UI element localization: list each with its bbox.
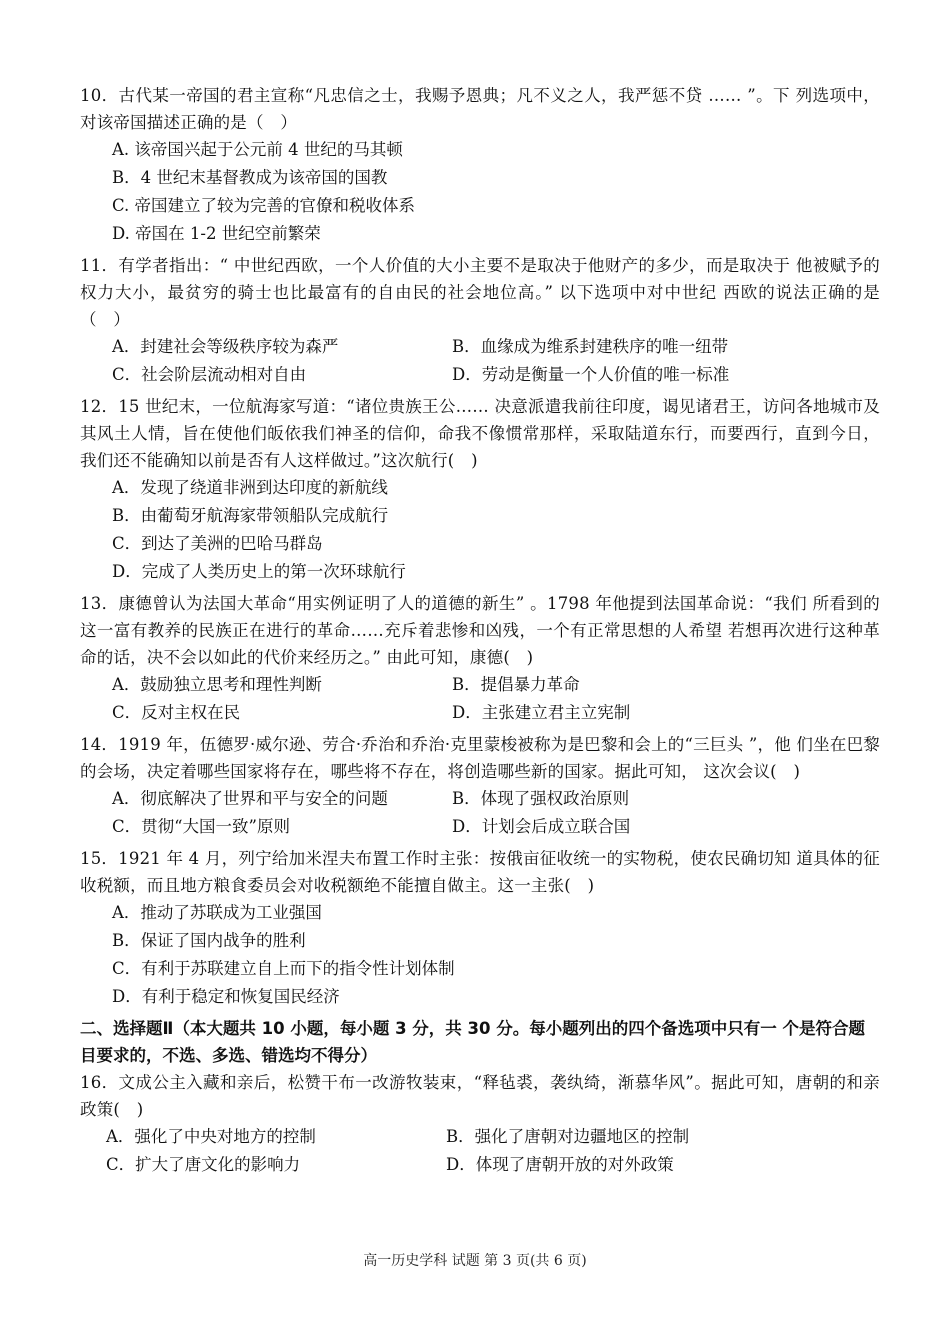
question-stem: 14．1919 年，伍德罗·威尔逊、劳合·乔治和乔治·克里蒙梭被称为是巴黎和会上的“三巨头 ”，他 们坐在巴黎的会场，决定着哪些国家将存在，哪些将不存在，将创造哪些新的国家。据此可知， 这次会议( ) [80, 735, 880, 781]
question-stem: 16．文成公主入藏和亲后，松赞干布一改游牧装束，“释毡裘，袭纨绮，渐慕华风”。据此可知，唐朝的和亲政策( ) [80, 1073, 880, 1119]
option: A．推动了苏联成为工业强国 [112, 903, 322, 922]
options [80, 785, 880, 841]
option: A．鼓励独立思考和理性判断 [112, 675, 322, 694]
option: B．4 世纪末基督教成为该帝国的国教 [112, 168, 388, 187]
section-heading: 二、选择题Ⅱ（本大题共 10 小题，每小题 3 分，共 30 分。每小题列出的四个备选项中只有一 个是符合题目要求的，不选、多选、错选均不得分） [80, 1019, 865, 1065]
question-stem: 12．15 世纪末，一位航海家写道：“诸位贵族王公…… 决意派遣我前往印度，谒见诸君王，访问各地城市及其风土人情，旨在使他们皈依我们神圣的信仰，命我不像惯常那样，采取陆道东行，而要西行，直到今日，我们还不能确知以前是否有人这样做过。”这次航行( ) [80, 397, 880, 470]
question-stem: 13．康德曾认为法国大革命“用实例证明了人的道德的新生” 。1798 年他提到法国革命说：“我们 所看到的这一富有教养的民族正在进行的革命……充斥着悲惨和凶残，一个有正常思想的人希望 若想再次进行这种革命的话，决不会以如此的代价来经历之。” 由此可知，康德( ) [80, 594, 880, 667]
option: D．完成了人类历史上的第一次环球航行 [112, 562, 406, 581]
options [80, 474, 880, 586]
question-stem: 11．有学者指出：“ 中世纪西欧，一个人价值的大小主要不是取决于他财产的多少，而是取决于 他被赋予的权力大小，最贫穷的骑士也比最富有的自由民的社会地位高。” 以下选项中对中世纪 西欧的说法正确的是（ ） [80, 256, 880, 329]
page-footer: 高一历史学科 试题 第 3 页(共 6 页) [363, 1253, 587, 1269]
option: C．扩大了唐文化的影响力 [106, 1155, 301, 1174]
option: B．提倡暴力革命 [452, 675, 580, 694]
option: A．封建社会等级秩序较为森严 [112, 337, 339, 356]
question-14 [80, 731, 880, 841]
question-13 [80, 590, 880, 727]
option: A．彻底解决了世界和平与安全的问题 [112, 789, 388, 808]
question-10 [80, 82, 880, 248]
option: B．血缘成为维系封建秩序的唯一纽带 [452, 337, 729, 356]
option: C. 帝国建立了较为完善的官僚和税收体系 [112, 196, 416, 215]
question-11 [80, 252, 880, 389]
option: A. 该帝国兴起于公元前 4 世纪的马其顿 [112, 140, 403, 159]
option: A．发现了绕道非洲到达印度的新航线 [112, 478, 388, 497]
options [80, 1123, 880, 1179]
option: D．劳动是衡量一个人价值的唯一标准 [452, 365, 730, 384]
option: C．到达了美洲的巴哈马群岛 [112, 534, 323, 553]
option: B．保证了国内战争的胜利 [112, 931, 306, 950]
option: D．计划会后成立联合国 [452, 817, 631, 836]
options [80, 899, 880, 1011]
option: A．强化了中央对地方的控制 [106, 1127, 316, 1146]
option: D．有利于稳定和恢复国民经济 [112, 987, 340, 1006]
options [80, 671, 880, 727]
option: B．强化了唐朝对边疆地区的控制 [446, 1127, 690, 1146]
question-stem: 15．1921 年 4 月，列宁给加米涅夫布置工作时主张：按俄亩征收统一的实物税，使农民确切知 道具体的征收税额，而且地方粮食委员会对收税额绝不能擅自做主。这一主张( ) [80, 849, 880, 895]
option: D．体现了唐朝开放的对外政策 [446, 1155, 674, 1174]
question-15 [80, 845, 880, 1011]
question-16 [80, 1069, 880, 1179]
options [80, 333, 880, 389]
option: D. 帝国在 1-2 世纪空前繁荣 [112, 224, 321, 243]
exam-page [80, 82, 880, 1183]
option: D．主张建立君主立宪制 [452, 703, 631, 722]
question-12 [80, 393, 880, 586]
option: C．有利于苏联建立自上而下的指令性计划体制 [112, 959, 455, 978]
options [80, 136, 880, 248]
option: C．社会阶层流动相对自由 [112, 365, 307, 384]
option: B．由葡萄牙航海家带领船队完成航行 [112, 506, 389, 525]
option: C．反对主权在民 [112, 703, 241, 722]
option: B．体现了强权政治原则 [452, 789, 630, 808]
question-stem: 10．古代某一帝国的君主宣称“凡忠信之士，我赐予恩典；凡不义之人，我严惩不贷 …… ”。下 列选项中，对该帝国描述正确的是（ ） [80, 86, 880, 132]
option: C．贯彻“大国一致”原则 [112, 817, 290, 836]
